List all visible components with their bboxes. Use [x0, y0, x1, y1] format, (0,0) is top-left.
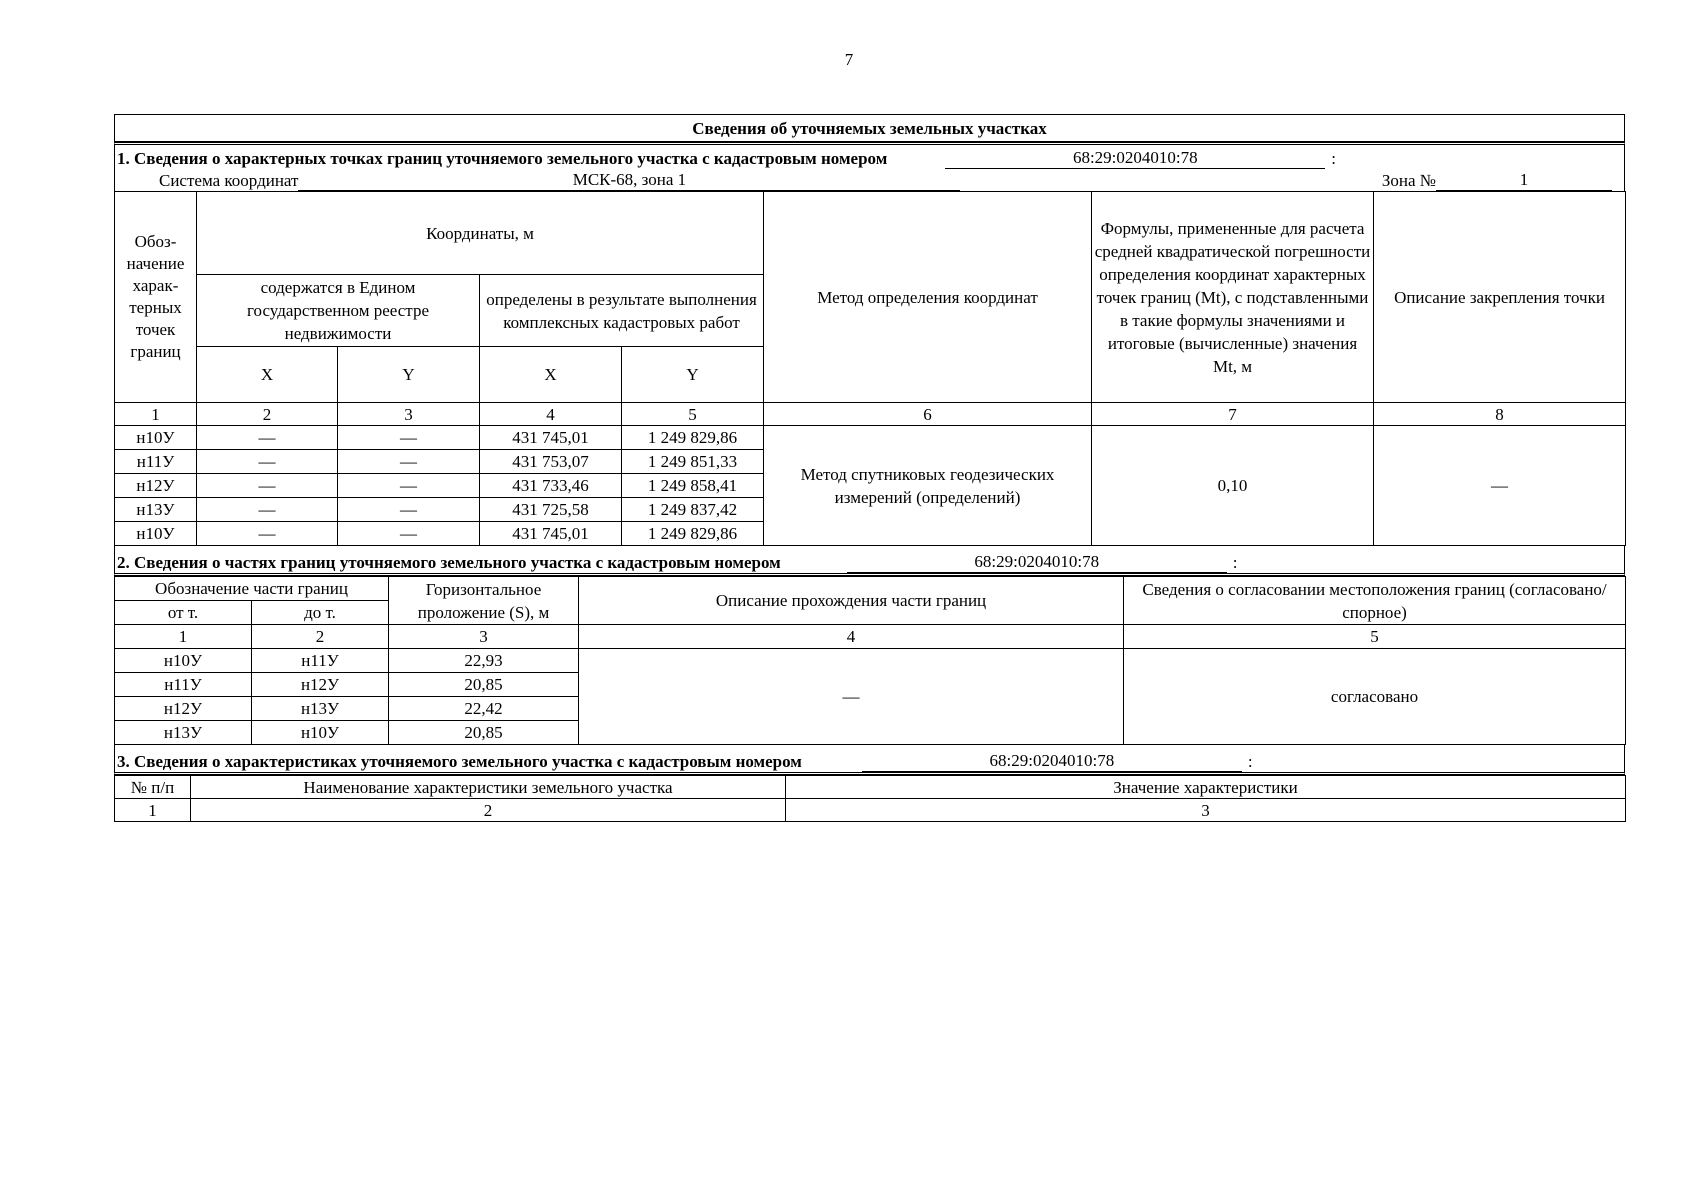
header-x-egrn: X [197, 347, 338, 403]
section3-cadastral-number: 68:29:0204010:78 [862, 751, 1242, 772]
x-egrn: — [197, 474, 338, 498]
header-name: Наименование характеристики земельного участка [191, 776, 786, 799]
col-number: 4 [480, 403, 622, 426]
x-value: 431 745,01 [480, 426, 622, 450]
header-coordinates: Координаты, м [197, 192, 764, 275]
y-egrn: — [338, 498, 480, 522]
boundary-parts-table [114, 576, 1626, 745]
y-egrn: — [338, 522, 480, 546]
col-number: 7 [1092, 403, 1374, 426]
col-number: 5 [622, 403, 764, 426]
col-number: 1 [115, 799, 191, 822]
coord-system-value: МСК-68, зона 1 [298, 170, 960, 191]
section3-heading: 3. Сведения о характеристиках уточняемого земельного участка с кадастровым номером [117, 752, 802, 771]
section2-cadastral-number: 68:29:0204010:78 [847, 552, 1227, 573]
section2-heading: 2. Сведения о частях границ уточняемого земельного участка с кадастровым номером [117, 553, 781, 572]
col-number: 3 [389, 625, 579, 649]
x-egrn: — [197, 522, 338, 546]
point-name: н13У [115, 498, 197, 522]
y-egrn: — [338, 474, 480, 498]
title-table [114, 114, 1625, 142]
header-formulas: Формулы, примененные для расчета средней квадратической погрешности определения координат характерных точек границ (Mt), с подставленными в такие формулы значениями и итоговые (вычисленные) значения Mt, м [1092, 192, 1374, 403]
section3-header [114, 745, 1625, 775]
header-description: Описание прохождения части границ [579, 577, 1124, 625]
method-value: Метод спутниковых геодезических измерений (определений) [764, 426, 1092, 546]
col-number: 3 [338, 403, 480, 426]
header-y: Y [622, 347, 764, 403]
length-value: 22,42 [389, 697, 579, 721]
header-part-designation: Обозначение части границ [115, 577, 389, 601]
col-number: 1 [115, 403, 197, 426]
header-y-egrn: Y [338, 347, 480, 403]
y-value: 1 249 851,33 [622, 450, 764, 474]
length-value: 20,85 [389, 721, 579, 745]
fixing-value: — [1374, 426, 1626, 546]
table-row [115, 426, 1626, 450]
col-number: 2 [197, 403, 338, 426]
points-table [114, 191, 1626, 546]
length-value: 20,85 [389, 673, 579, 697]
x-egrn: — [197, 450, 338, 474]
page-number: 7 [844, 50, 854, 69]
x-value: 431 753,07 [480, 450, 622, 474]
col-number: 5 [1124, 625, 1626, 649]
y-value: 1 249 829,86 [622, 426, 764, 450]
y-egrn: — [338, 426, 480, 450]
zone-label: Зона № [1381, 171, 1436, 190]
mt-value: 0,10 [1092, 426, 1374, 546]
col-number: 1 [115, 625, 252, 649]
table-row [115, 649, 1626, 673]
point-name: н12У [115, 474, 197, 498]
point-name: н10У [115, 426, 197, 450]
from-point: н12У [115, 697, 252, 721]
header-to: до т. [252, 601, 389, 625]
header-fixing: Описание закрепления точки [1374, 192, 1626, 403]
point-name: н11У [115, 450, 197, 474]
header-method: Метод определения координат [764, 192, 1092, 403]
to-point: н12У [252, 673, 389, 697]
agreement-value: согласовано [1124, 649, 1626, 745]
from-point: н13У [115, 721, 252, 745]
from-point: н10У [115, 649, 252, 673]
col-number: 2 [191, 799, 786, 822]
document-title: Сведения об уточняемых земельных участках [115, 115, 1625, 142]
coord-system-label: Система координат [159, 171, 299, 190]
zone-value: 1 [1436, 170, 1612, 191]
document-form [114, 114, 1625, 822]
length-value: 22,93 [389, 649, 579, 673]
header-x: X [480, 347, 622, 403]
section1-cadastral-number: 68:29:0204010:78 [945, 148, 1325, 169]
col-number: 2 [252, 625, 389, 649]
point-name: н10У [115, 522, 197, 546]
section2-colon: : [1232, 553, 1238, 572]
x-value: 431 733,46 [480, 474, 622, 498]
from-point: н11У [115, 673, 252, 697]
header-value: Значение характеристики [786, 776, 1626, 799]
section1-heading: 1. Сведения о характерных точках границ уточняемого земельного участка с кадастровым номером [117, 149, 888, 168]
col-number: 6 [764, 403, 1092, 426]
x-value: 431 745,01 [480, 522, 622, 546]
y-egrn: — [338, 450, 480, 474]
col-number: 4 [579, 625, 1124, 649]
header-length: Горизонтальное проложение (S), м [389, 577, 579, 625]
header-designation: Обоз-начение харак-терных точек границ [115, 192, 197, 403]
characteristics-table [114, 775, 1626, 822]
y-value: 1 249 837,42 [622, 498, 764, 522]
description-value: — [579, 649, 1124, 745]
header-determined: определены в результате выполнения комплексных кадастровых работ [480, 275, 764, 347]
to-point: н11У [252, 649, 389, 673]
header-no: № п/п [115, 776, 191, 799]
to-point: н10У [252, 721, 389, 745]
y-value: 1 249 858,41 [622, 474, 764, 498]
col-number: 8 [1374, 403, 1626, 426]
x-egrn: — [197, 498, 338, 522]
header-agreement: Сведения о согласовании местоположения границ (согласовано/спорное) [1124, 577, 1626, 625]
section1-colon: : [1331, 149, 1337, 168]
header-from: от т. [115, 601, 252, 625]
col-number: 3 [786, 799, 1626, 822]
section3-colon: : [1247, 752, 1253, 771]
section2-header [114, 546, 1625, 576]
to-point: н13У [252, 697, 389, 721]
header-contained: содержатся в Едином государственном реестре недвижимости [197, 275, 480, 347]
x-egrn: — [197, 426, 338, 450]
x-value: 431 725,58 [480, 498, 622, 522]
section1-header [114, 142, 1625, 191]
y-value: 1 249 829,86 [622, 522, 764, 546]
